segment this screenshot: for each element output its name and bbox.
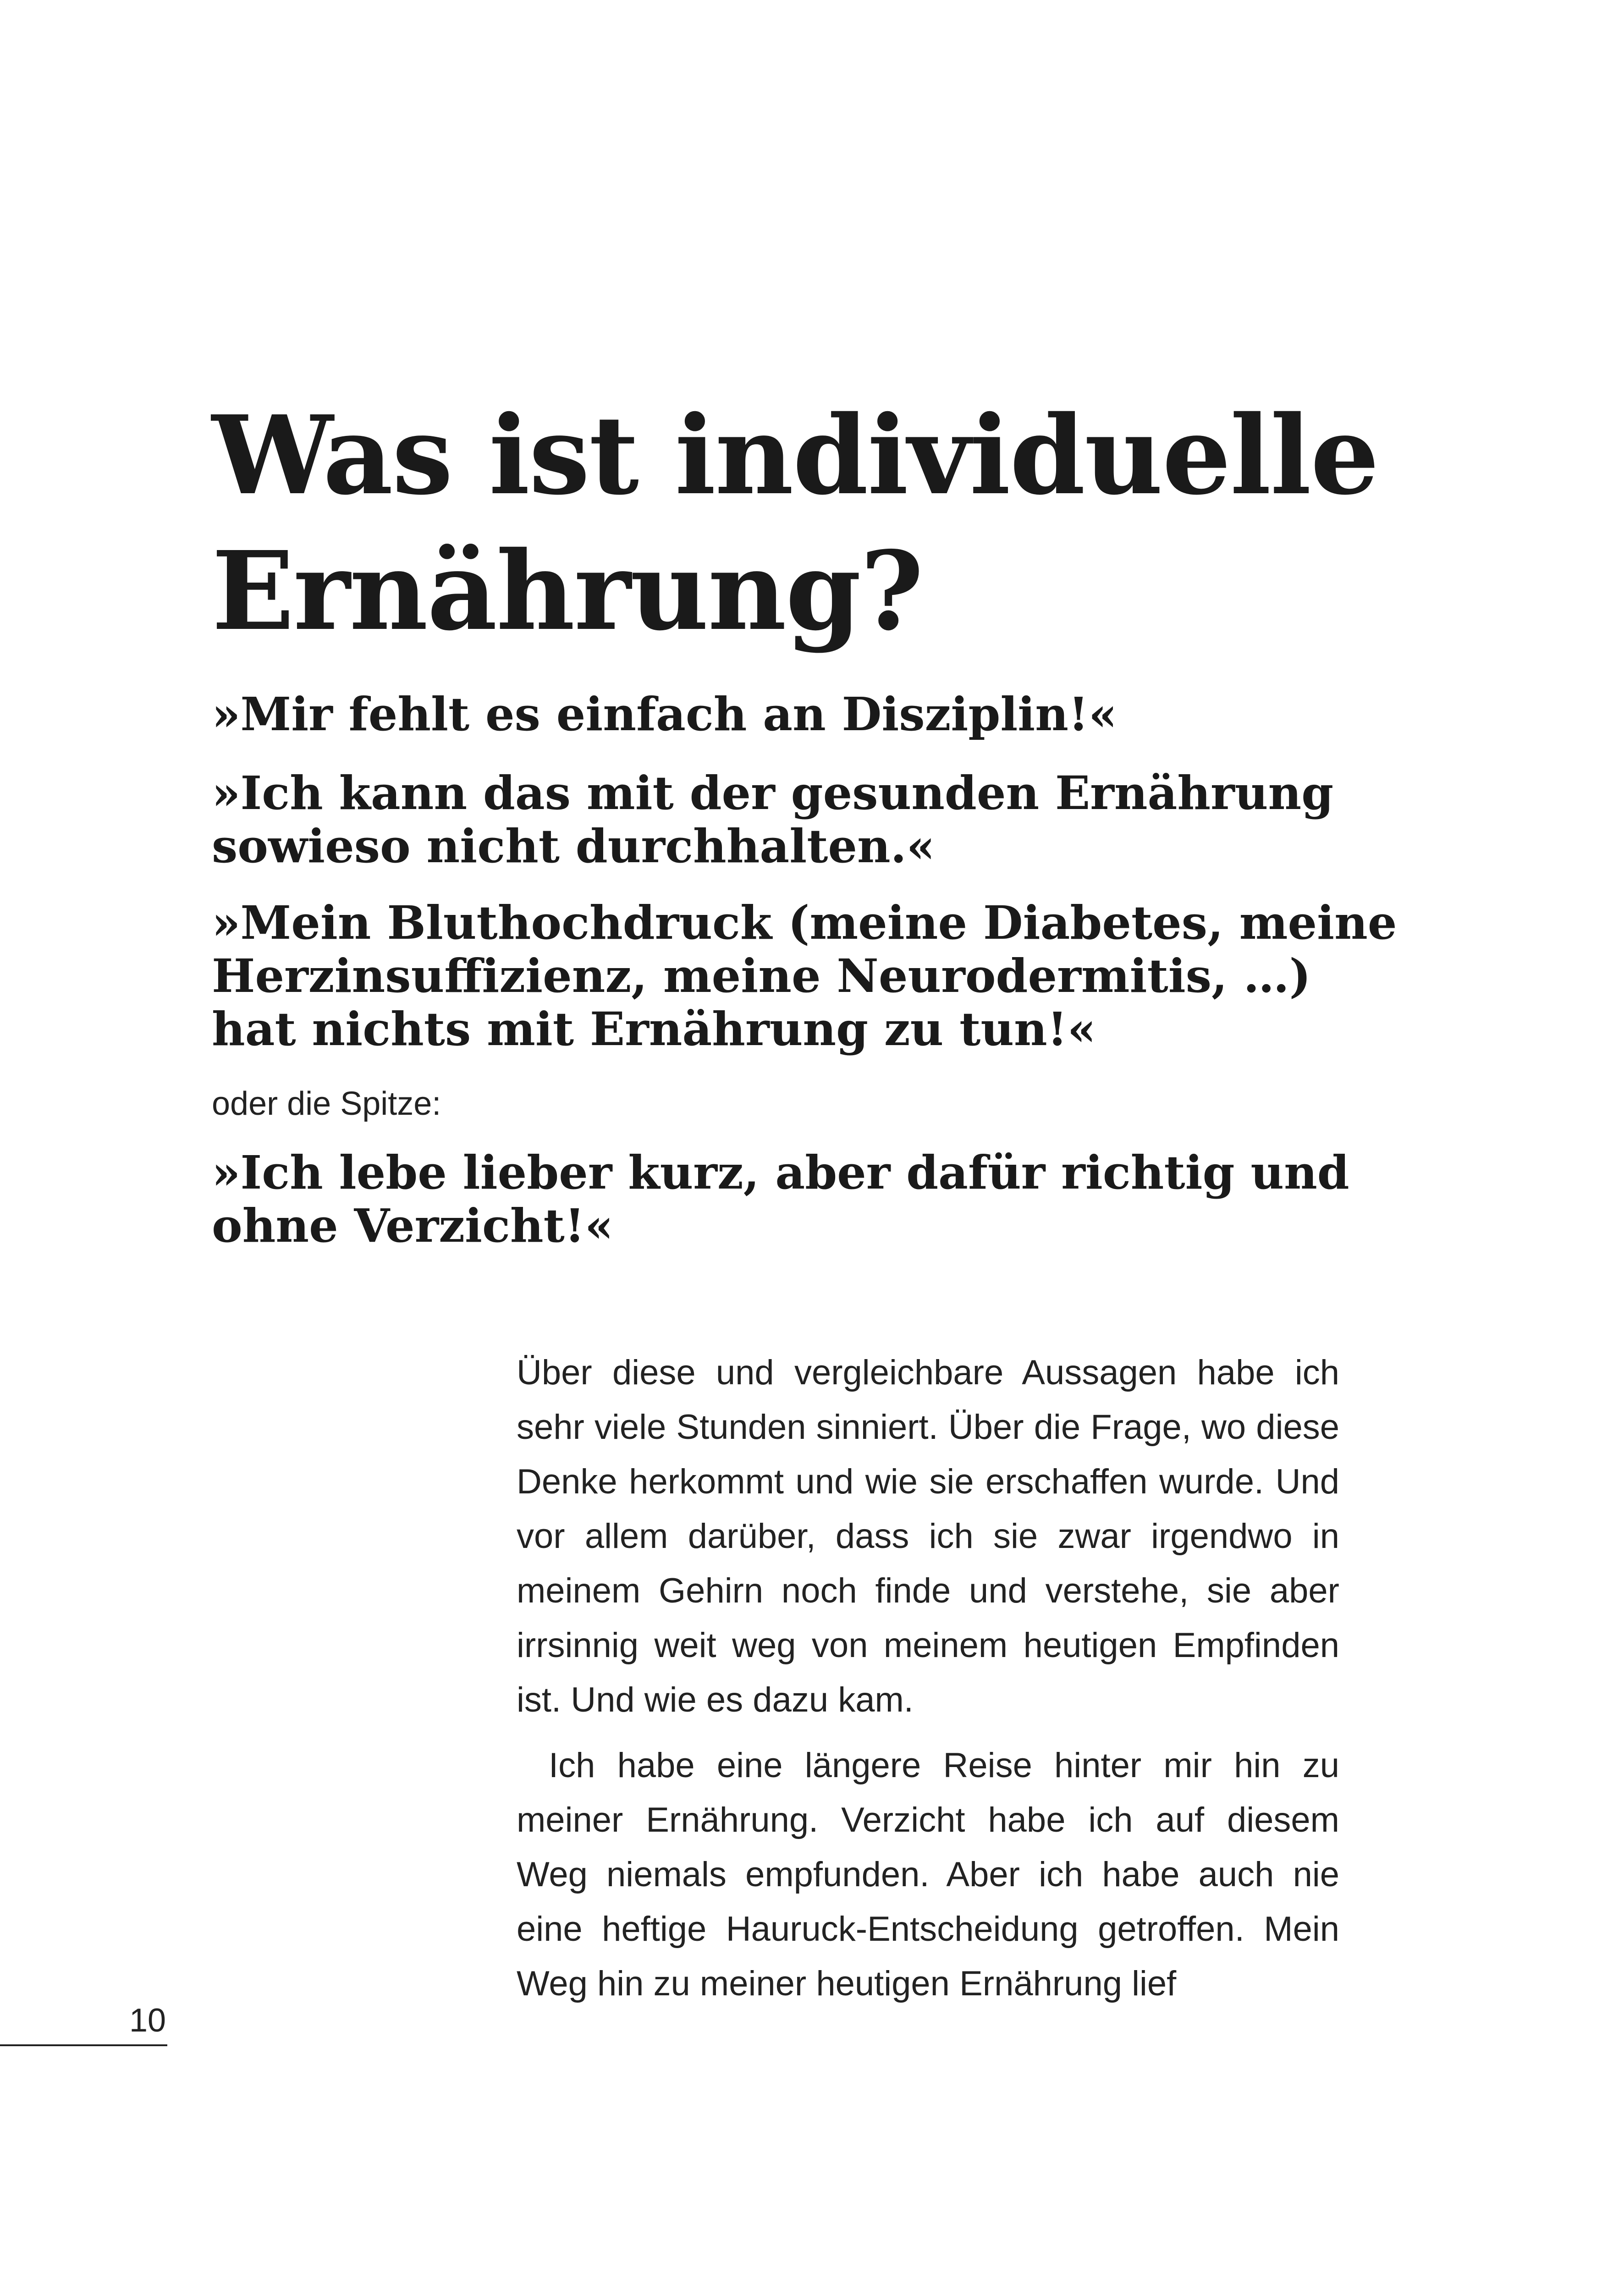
quote-cannot-sustain: »Ich kann das mit der gesunden Ernährung sowieso nicht durchhalten.« bbox=[212, 766, 1334, 873]
page-number: 10 bbox=[129, 2002, 166, 2039]
chapter-title: Was ist individuelle Ernährung? bbox=[212, 391, 1379, 655]
quote-live-short: »Ich lebe lieber kurz, aber dafür richtig und ohne Verzicht!« bbox=[212, 1145, 1349, 1253]
body-paragraph: Ich habe eine längere Reise hinter mir hin zu meiner Ernährung. Verzicht habe ich auf diesem Weg niemals empfunden. Aber ich habe auch nie eine heftige Hauruck-Entscheidung getroffen. Mein Weg hin zu meiner heutigen Ernährung lief bbox=[517, 1746, 1339, 2003]
footer-rule bbox=[0, 2044, 167, 2046]
body-paragraph: Über diese und vergleichbare Aussagen habe ich sehr viele Stunden sinniert. Über die Frage, wo diese Denke herkommt und wie sie erschaffen wurde. Und vor allem darüber, dass ich sie zwar irgendwo in meinem Gehirn noch finde und verstehe, sie aber irrsinnig weit weg von meinem heutigen Empfinden ist. Und wie es dazu kam. bbox=[517, 1353, 1339, 1719]
body-text bbox=[517, 1345, 1339, 2011]
quote-discipline: »Mir fehlt es einfach an Disziplin!« bbox=[212, 687, 1118, 741]
quote-not-nutrition-related: »Mein Bluthochdruck (meine Diabetes, meine Herzinsuffizienz, meine Neurodermitis, …) hat nichts mit Ernährung zu tun!« bbox=[212, 896, 1397, 1056]
interjection-text: oder die Spitze: bbox=[212, 1085, 441, 1122]
